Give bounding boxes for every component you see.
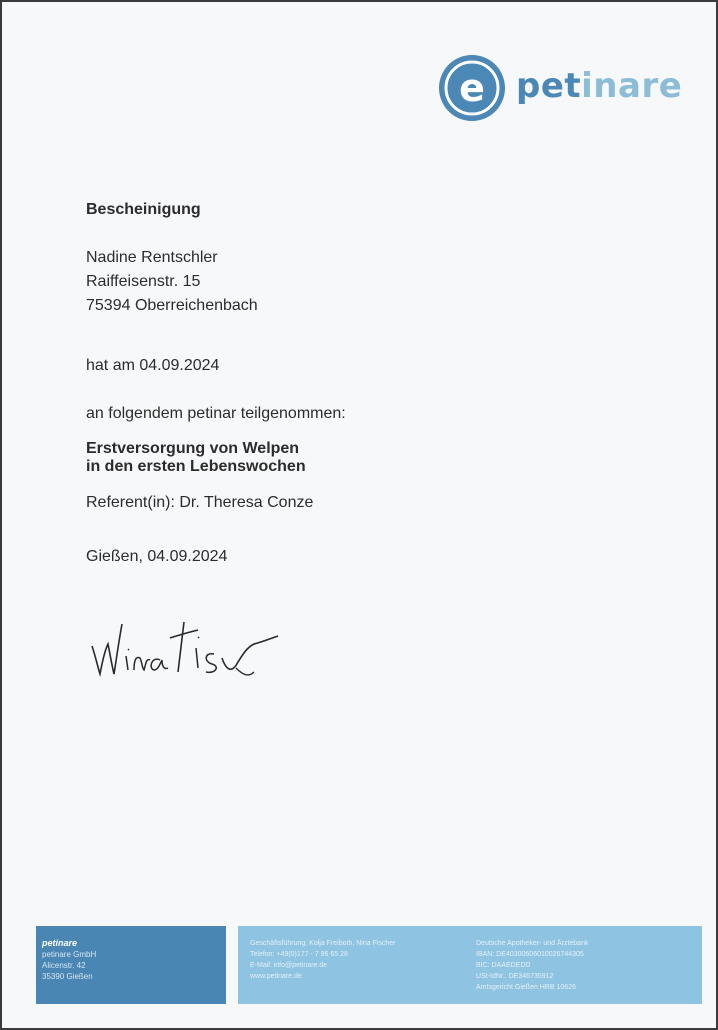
footer-bic: BIC: DAAEDEDD bbox=[476, 962, 531, 969]
petinare-mark-icon bbox=[438, 54, 508, 124]
recipient-name: Nadine Rentschler bbox=[86, 249, 218, 266]
participation-line: an folgendem petinar teilgenommen: bbox=[86, 405, 346, 422]
footer-company-line-1: petinare GmbH bbox=[42, 950, 97, 959]
footer-company-name: petinare bbox=[42, 938, 78, 948]
course-title-line-1: Erstversorgung von Welpen bbox=[86, 440, 300, 457]
footer-company-line-2: Alicenstr. 42 bbox=[42, 961, 86, 970]
place-date: Gießen, 04.09.2024 bbox=[86, 548, 228, 565]
logo-wordmark-suffix: inare bbox=[581, 66, 683, 106]
speaker-line: Referent(in): Dr. Theresa Conze bbox=[86, 494, 314, 511]
footer-contact-column bbox=[250, 938, 396, 982]
svg-text:e: e bbox=[459, 66, 485, 110]
footer-bank-column bbox=[476, 938, 588, 993]
footer-bank-name: Deutsche Apotheker- und Ärztebank bbox=[476, 940, 589, 947]
footer-phone: Telefon: +49(0)177 - 7 96 65 28 bbox=[250, 951, 348, 958]
footer-company-line-3: 35390 Gießen bbox=[42, 972, 93, 981]
footer-iban: IBAN: DE40300606010026744305 bbox=[476, 951, 584, 958]
course-title-line-2: in den ersten Lebenswochen bbox=[86, 458, 306, 475]
footer-vat-id: USt-IdNr.: DE346735912 bbox=[476, 973, 554, 980]
footer-website: www.petinare.de bbox=[250, 973, 302, 980]
petinare-logo bbox=[438, 54, 683, 124]
handwritten-signature bbox=[86, 608, 286, 688]
document-title: Bescheinigung bbox=[86, 201, 201, 218]
recipient-street: Raiffeisenstr. 15 bbox=[86, 273, 201, 290]
attended-line: hat am 04.09.2024 bbox=[86, 357, 220, 374]
footer-court-register: Amtsgericht Gießen HRB 10626 bbox=[476, 984, 576, 991]
footer-management: Geschäftsführung: Kolja Freiboth, Nina Fischer bbox=[250, 940, 396, 947]
footer-info-block bbox=[238, 926, 702, 1004]
logo-wordmark-prefix: pet bbox=[516, 66, 582, 106]
footer-email: E-Mail: info@petinare.de bbox=[250, 962, 328, 969]
footer-company-block bbox=[36, 926, 226, 1004]
logo-wordmark bbox=[516, 66, 682, 106]
recipient-city: 75394 Oberreichenbach bbox=[86, 297, 258, 314]
certificate-page bbox=[2, 2, 716, 1028]
